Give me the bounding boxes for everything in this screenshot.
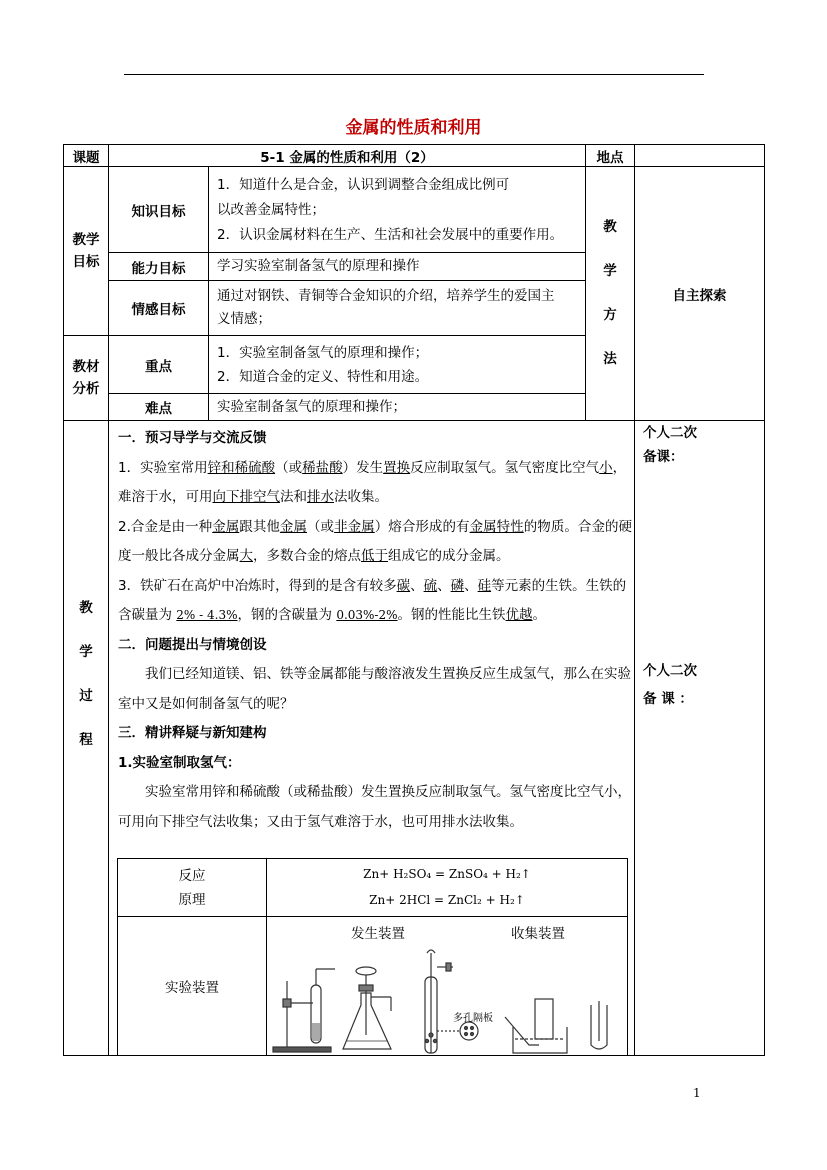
key-2: 2．知道合金的定义、特性和用途。 [217,369,429,385]
ability-label: 能力目标 [108,252,209,281]
analysis-label [63,335,109,421]
ability-text: 学习实验室制备氢气的原理和操作 [208,252,586,281]
emotion-b: 义情感； [217,311,271,327]
process-c4: 程 [79,732,93,748]
process-c1: 教 [79,600,93,616]
process-c3: 过 [79,688,93,704]
knowledge-label: 知识目标 [108,166,209,253]
goals-label [63,166,109,336]
perforated-plate-icon [437,1022,478,1040]
principle-equations [266,858,628,917]
section2-heading: 二．问题提出与情境创设 [118,636,267,653]
note2-a: 个人二次 [643,663,697,679]
method-c4: 法 [603,351,617,367]
apparatus-illustration [267,945,627,1057]
goals-label-2: 目标 [72,254,100,270]
method-label [585,166,635,421]
emotion-a: 通过对钢铁、青铜等合金知识的介绍，培养学生的爱国主 [217,288,555,304]
principle-b: 原理 [178,891,206,908]
equation-1: Zn+ H₂SO₄ = ZnSO₄ + H₂↑ [363,867,531,881]
key-1: 1．实验室制备氢气的原理和操作； [217,345,429,361]
emotion-label: 情感目标 [108,280,209,336]
plate-label: 多孔隔板 [453,1013,493,1024]
process-label [63,420,109,1056]
method-value: 自主探索 [634,166,765,421]
water-trough-icon [505,999,567,1053]
hard-text: 实验室制备氢气的原理和操作； [208,393,586,421]
knowledge-text [208,166,586,253]
method-c1: 教 [603,219,617,235]
place-value [634,144,765,167]
section3-subheading: 1.实验室制取氢气： [118,754,241,771]
note1-a: 个人二次 [643,425,697,441]
key-text [208,335,586,394]
page-number: 1 [693,1086,701,1100]
knowledge-2: 2．认识金属材料在生产、生活和社会发展中的重要作用。 [217,227,564,243]
analysis-label-2: 分析 [72,381,100,397]
process-text [118,424,632,837]
principle-a: 反应 [178,867,206,884]
analysis-label-1: 教材 [72,359,100,375]
hard-label: 难点 [108,393,209,421]
test-tube-stand-icon [273,969,335,1052]
process-c2: 学 [79,644,93,660]
apparatus-cell [266,916,628,1056]
note1-b: 备课： [643,449,684,465]
equation-2: Zn+ 2HCl = ZnCl₂ + H₂↑ [369,893,525,907]
note2-b: 备 课 ： [643,691,693,707]
section1-heading: 一．预习导学与交流反馈 [118,430,267,446]
goals-label-1: 教学 [72,232,100,248]
method-c3: 方 [603,307,617,323]
gas-jar-icon [591,1001,607,1049]
topic-label: 课题 [63,144,109,167]
notes-cell [634,420,765,1056]
section2-text: 我们已经知道镁、铝、铁等金属都能与酸溶液发生置换反应生成氢气，那么在实验室中又是如何制备氢气的呢？ [118,666,631,712]
collector-label: 收集装置 [511,926,565,942]
principle-label [117,858,267,917]
emotion-text [208,280,586,336]
topic-value: 5-1 金属的性质和利用（2） [108,144,586,167]
knowledge-1b: 以改善金属特性； [217,202,325,218]
place-label: 地点 [585,144,635,167]
para1: 1．实验室常用锌和稀硫酸（或稀盐酸）发生置换反应制取氢气。氢气密度比空气小，难溶于水，可用向下排空气法和排水法收集。 [118,459,627,505]
header-rule [124,74,704,75]
generator-label: 发生装置 [351,926,405,942]
section3-text: 实验室常用锌和稀硫酸（或稀盐酸）发生置换反应制取氢气。氢气密度比空气小，可用向下排空气法收集；又由于氢气难溶于水，也可用排水法收集。 [118,784,631,830]
apparatus-label: 实验装置 [117,916,267,1056]
knowledge-1a: 1．知道什么是合金，认识到调整合金组成比例可 [217,177,510,193]
method-c2: 学 [603,263,617,279]
section3-heading: 三．精讲释疑与新知建构 [118,725,267,741]
conical-flask-icon [343,967,391,1049]
page-title: 金属的性质和利用 [345,118,482,138]
key-label: 重点 [108,335,209,394]
para3: 3．铁矿石在高炉中冶炼时，得到的是含有较多碳、硫、磷、硅等元素的生铁。生铁的含碳量为 2% - 4.3%，钢的含碳量为 0.03%-2%。钢的性能比生铁优越。 [118,577,627,623]
para2: 2.合金是由一种金属跟其他金属（或非金属）熔合形成的有金属特性的物质。合金的硬度一般比各成分金属大，多数合金的熔点低于组成它的成分金属。 [118,518,633,564]
kipp-tube-icon [425,950,453,1053]
